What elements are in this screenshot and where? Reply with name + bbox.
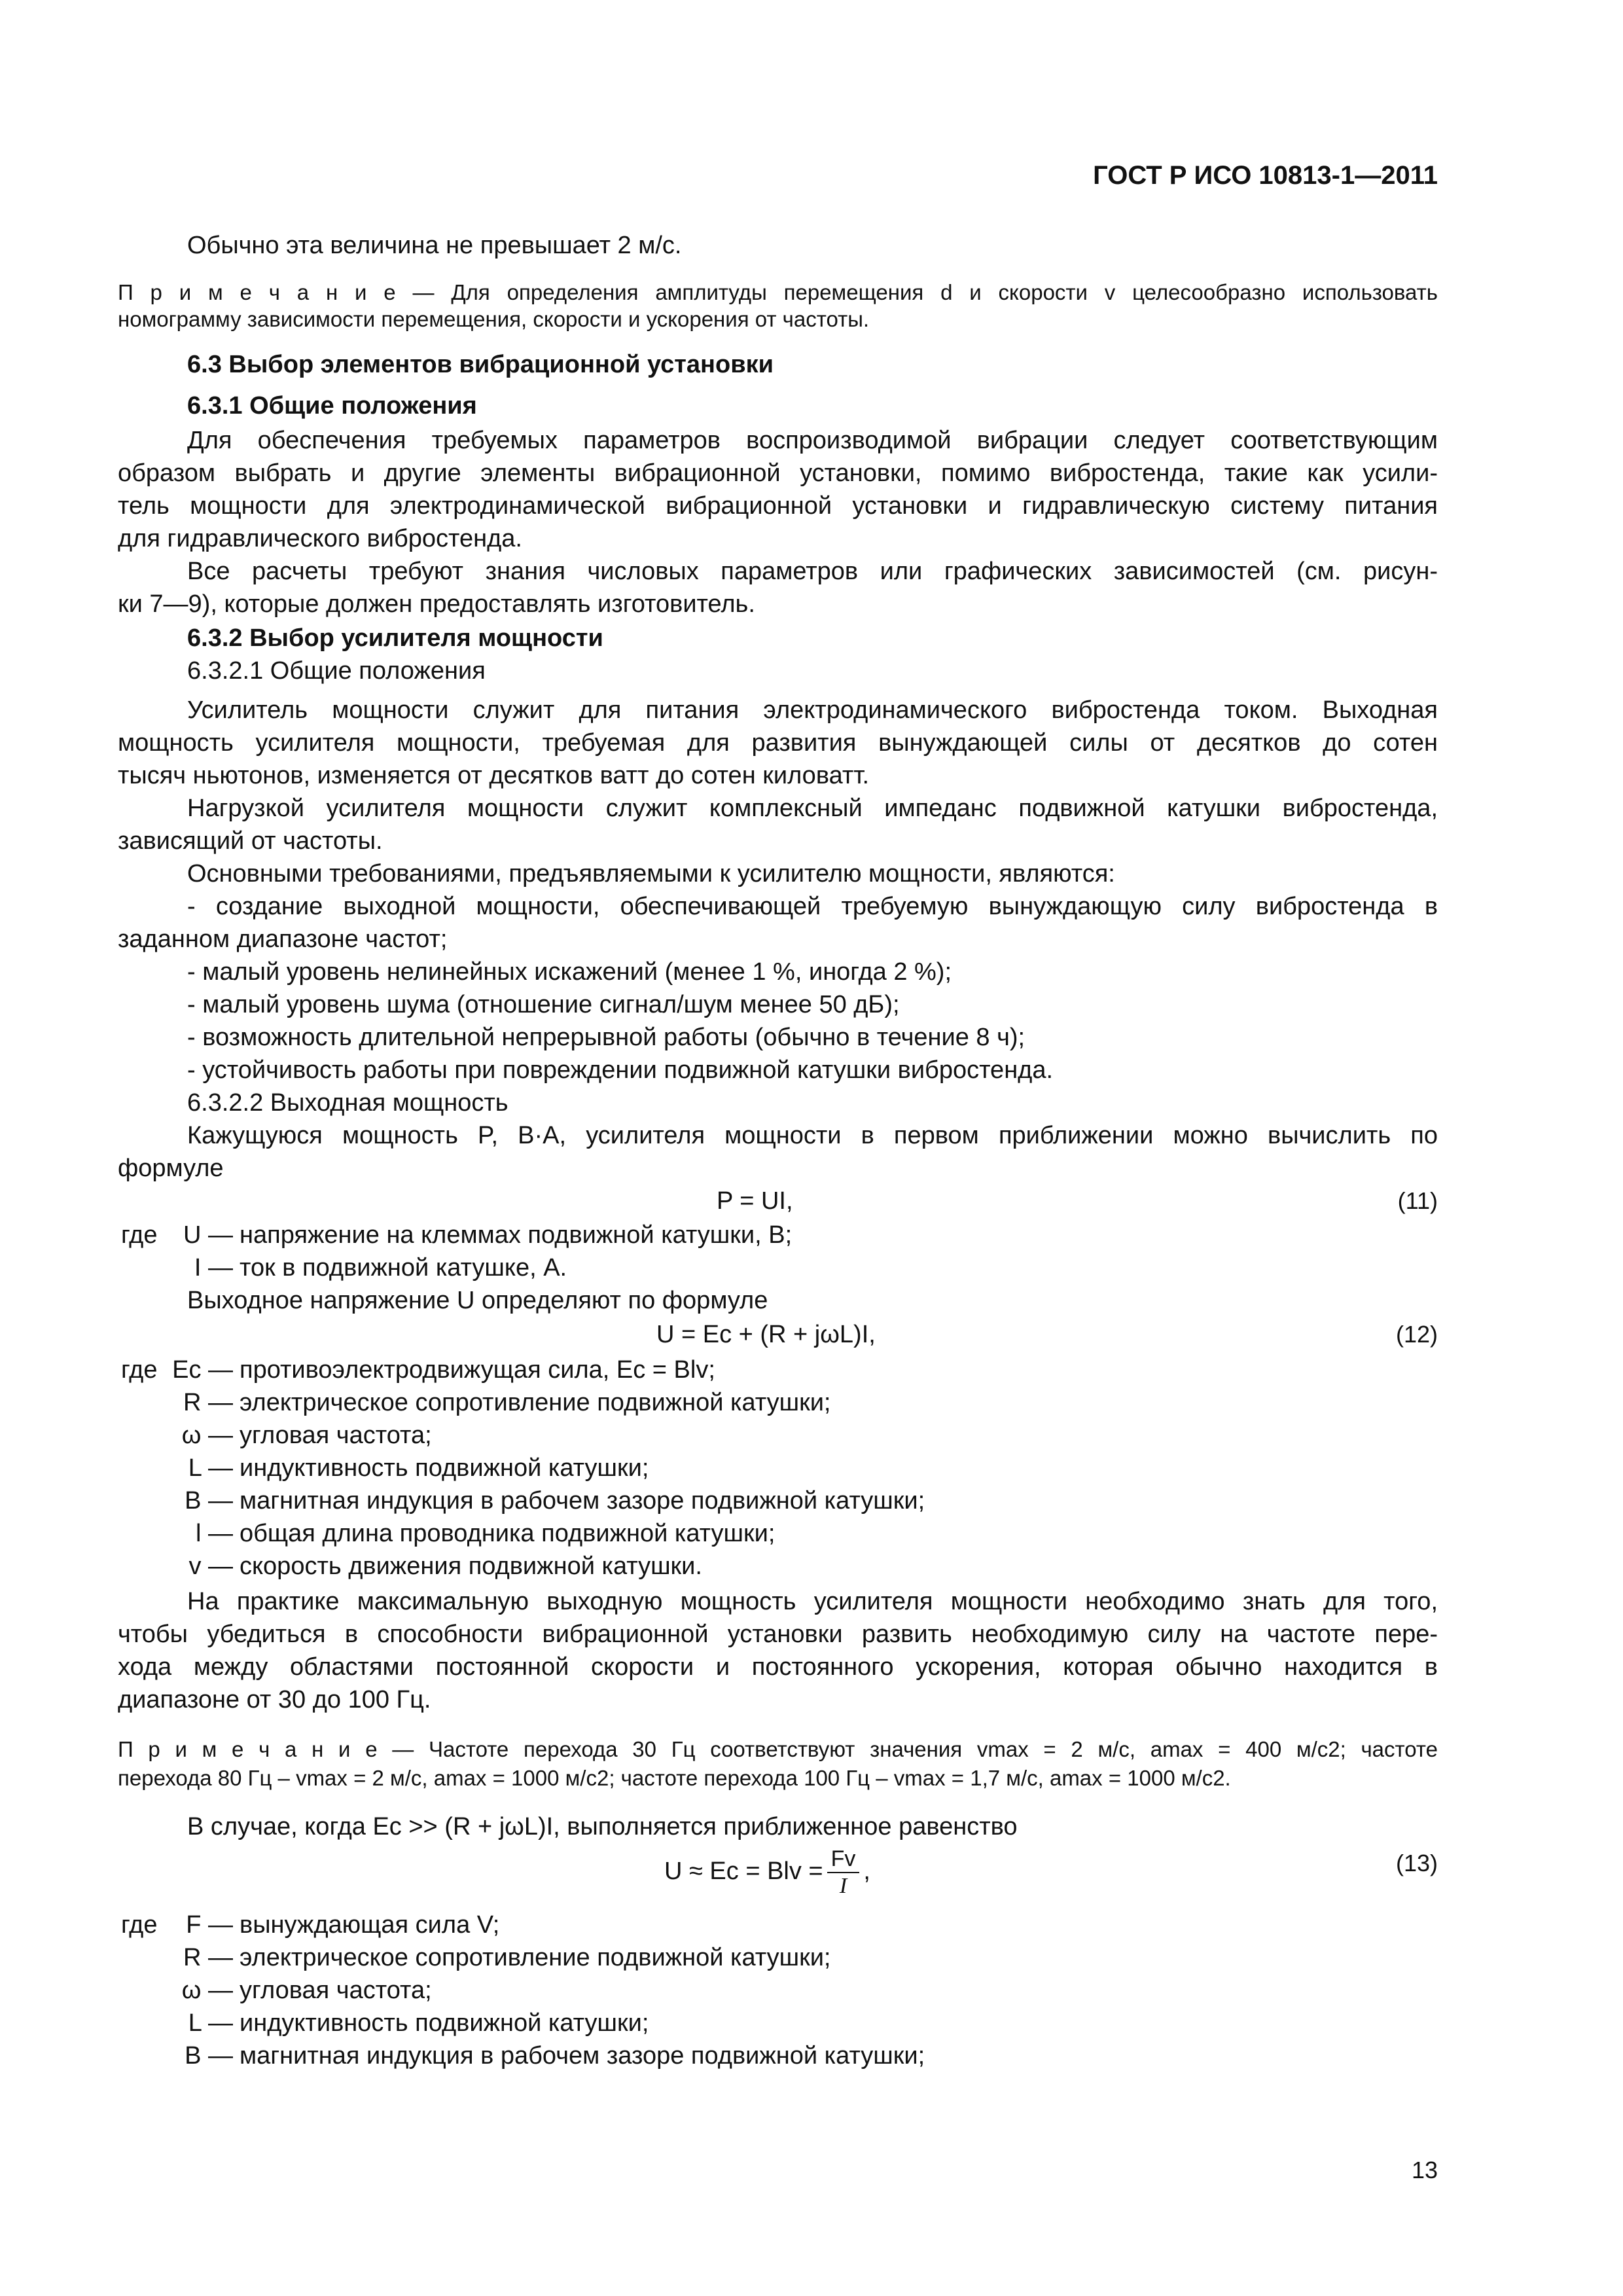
paragraph-line: Основными требованиями, предъявляемыми к усилителю мощности, являются: [187,860,1115,888]
formula-13 [664,1846,870,1899]
paragraph-line: тысяч ньютонов, изменяется от десятков ватт до сотен киловатт. [118,762,870,789]
formula-number-13: (13) [1395,1850,1438,1876]
formula-11: P = UI, [717,1187,793,1215]
paragraph-line: хода между областями постоянной скорости и постоянного ускорения, которая обычно находится в [118,1653,1438,1681]
note-line: П р и м е ч а н и е — Частоте перехода 30 Гц соответствуют значения vmax = 2 м/с, amax = 400 м/с2; частоте [118,1737,1438,1761]
legend-prefix: где [121,1221,158,1249]
note-line: номограмму зависимости перемещения, скорости и ускорения от частоты. [118,307,870,331]
section-heading-6-3-1: 6.3.1 Общие положения [187,392,477,420]
formula-12: U = Ec + (R + jωL)I, [656,1321,876,1348]
note-line: П р и м е ч а н и е — Для определения амплитуды перемещения d и скорости v целесообразно использовать [118,280,1438,304]
legend-description: индуктивность подвижной катушки; [240,2009,649,2037]
document-code-header: ГОСТ Р ИСО 10813-1—2011 [1093,161,1438,190]
legend-description: индуктивность подвижной катушки; [240,1454,649,1482]
paragraph-line: Для обеспечения требуемых параметров воспроизводимой вибрации следует соответствующим [187,427,1438,454]
paragraph-line: В случае, когда Ec >> (R + jωL)I, выполняется приближенное равенство [187,1813,1018,1840]
list-item: - устойчивость работы при повреждении подвижной катушки вибростенда. [187,1056,1054,1084]
paragraph-line: мощность усилителя мощности, требуемая для развития вынуждающей силы от десятков до сотен [118,729,1438,757]
legend-description: электрическое сопротивление подвижной катушки; [240,1389,831,1416]
legend-symbol: U — [183,1221,233,1249]
legend-symbol: R — [183,1944,233,1971]
paragraph-line: Кажущуюся мощность P, В·А, усилителя мощности в первом приближении можно вычислить по [187,1122,1438,1149]
legend-symbol: Ec — [172,1356,233,1384]
subsection-heading-6-3-2-1: 6.3.2.1 Общие положения [187,657,486,685]
formula-number-11: (11) [1397,1187,1438,1214]
legend-symbol: l — [196,1520,233,1547]
legend-description: противоэлектродвижущая сила, Ec = Blv; [240,1356,715,1384]
paragraph-line: ки 7—9), которые должен предоставлять изготовитель. [118,590,755,618]
formula-13-tail: , [863,1857,870,1886]
paragraph-line: для гидравлического вибростенда. [118,525,522,552]
paragraph-line: диапазоне от 30 до 100 Гц. [118,1686,431,1713]
paragraph-line: На практике максимальную выходную мощность усилителя мощности необходимо знать для того, [187,1588,1438,1615]
list-item-continuation: заданном диапазоне частот; [118,925,448,953]
paragraph-line: Все расчеты требуют знания числовых параметров или графических зависимостей (см. рисун- [187,558,1438,585]
paragraph-line: зависящий от частоты. [118,827,383,855]
legend-description: скорость движения подвижной катушки. [240,1552,702,1580]
formula-13-fraction [827,1846,860,1899]
fraction-denominator: I [839,1874,847,1898]
legend-description: вынуждающая сила V; [240,1911,500,1939]
legend-symbol: I — [194,1254,233,1282]
legend-symbol: ω — [181,1977,233,2004]
legend-description: угловая частота; [240,1422,432,1449]
legend-symbol: B — [185,1487,233,1515]
paragraph-line: формуле [118,1155,224,1182]
subsection-heading-6-3-2-2: 6.3.2.2 Выходная мощность [187,1089,508,1117]
legend-symbol: ω — [181,1422,233,1449]
legend-description: электрическое сопротивление подвижной катушки; [240,1944,831,1971]
legend-symbol: B — [185,2042,233,2070]
list-item: - возможность длительной непрерывной работы (обычно в течение 8 ч); [187,1024,1026,1051]
formula-number-12: (12) [1395,1321,1438,1348]
legend-prefix: где [121,1356,158,1384]
legend-description: магнитная индукция в рабочем зазоре подвижной катушки; [240,2042,925,2070]
legend-symbol: L — [188,2009,233,2037]
paragraph-line: Обычно эта величина не превышает 2 м/с. [187,232,682,259]
legend-description: угловая частота; [240,1977,432,2004]
paragraph-line: чтобы убедиться в способности вибрационной установки развить необходимую силу на частоте пере- [118,1621,1438,1648]
list-item: - малый уровень нелинейных искажений (менее 1 %, иногда 2 %); [187,958,952,986]
legend-description: ток в подвижной катушке, А. [240,1254,567,1282]
list-item: - малый уровень шума (отношение сигнал/шум менее 50 дБ); [187,991,900,1018]
paragraph-line: образом выбрать и другие элементы вибрационной установки, помимо вибростенда, такие как усили- [118,459,1438,487]
legend-symbol: v — [188,1552,233,1580]
page-number: 13 [1411,2157,1438,2183]
legend-symbol: L — [188,1454,233,1482]
paragraph-line: тель мощности для электродинамической вибрационной установки и гидравлическую систему питания [118,492,1438,520]
legend-description: общая длина проводника подвижной катушки; [240,1520,776,1547]
legend-symbol: F — [186,1911,233,1939]
paragraph-line: Нагрузкой усилителя мощности служит комплексный импеданс подвижной катушки вибростенда, [187,795,1438,822]
list-item: - создание выходной мощности, обеспечивающей требуемую вынуждающую силу вибростенда в [187,893,1438,920]
paragraph-line: Усилитель мощности служит для питания электродинамического вибростенда током. Выходная [187,696,1438,724]
section-heading-6-3: 6.3 Выбор элементов вибрационной установки [187,351,774,378]
formula-13-left: U ≈ Ec = Blv = [664,1857,823,1886]
section-heading-6-3-2: 6.3.2 Выбор усилителя мощности [187,624,603,652]
fraction-numerator: Fv [827,1846,860,1873]
legend-symbol: R — [183,1389,233,1416]
legend-description: напряжение на клеммах подвижной катушки, В; [240,1221,793,1249]
legend-prefix: где [121,1911,158,1939]
legend-description: магнитная индукция в рабочем зазоре подвижной катушки; [240,1487,925,1515]
note-line: перехода 80 Гц – vmax = 2 м/с, amax = 1000 м/с2; частоте перехода 100 Гц – vmax = 1,7 м/с, amax = 1000 м/с2. [118,1766,1231,1790]
paragraph-line: Выходное напряжение U определяют по формуле [187,1287,768,1314]
